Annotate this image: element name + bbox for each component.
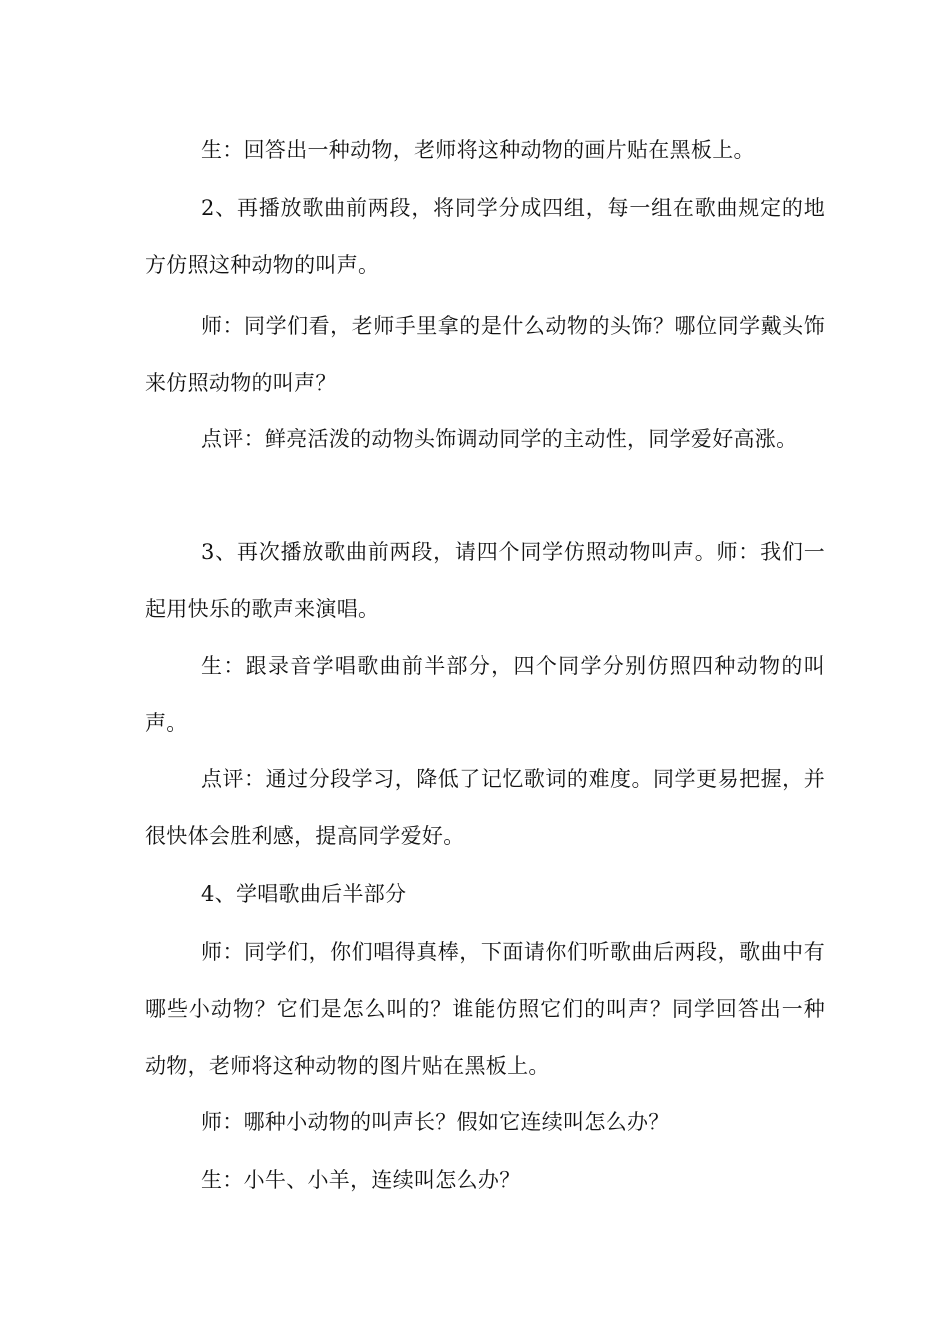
paragraph-step-3: 3、再次播放歌曲前两段，请四个同学仿照动物叫声。师：我们一起用快乐的歌声来演唱。 — [145, 540, 825, 621]
paragraph-teacher-question: 师：哪种小动物的叫声长？假如它连续叫怎么办？ — [201, 1110, 670, 1134]
paragraph-student-sing: 生：跟录音学唱歌曲前半部分，四个同学分别仿照四种动物的叫声。 — [145, 654, 825, 735]
paragraph-student-reply: 生：小牛、小羊，连续叫怎么办？ — [201, 1168, 521, 1192]
paragraph-comment-headwear: 点评：鲜亮活泼的动物头饰调动同学的主动性，同学爱好高涨。 — [201, 427, 798, 451]
paragraph-teacher-second-half: 师：同学们，你们唱得真棒，下面请你们听歌曲后两段，歌曲中有哪些小动物？它们是怎么叫的？谁能仿照它们的叫声？同学回答出一种动物，老师将这种动物的图片贴在黑板上。 — [145, 940, 825, 1078]
paragraph-comment-segment: 点评：通过分段学习，降低了记忆歌词的难度。同学更易把握，并很快体会胜利感，提高同学爱好。 — [145, 767, 825, 848]
paragraph-step-4: 4、学唱歌曲后半部分 — [201, 882, 407, 906]
paragraph-teacher-headwear: 师：同学们看，老师手里拿的是什么动物的头饰？哪位同学戴头饰来仿照动物的叫声？ — [145, 314, 825, 395]
paragraph-step-2: 2、再播放歌曲前两段，将同学分成四组，每一组在歌曲规定的地方仿照这种动物的叫声。 — [145, 196, 825, 277]
paragraph-student-answer: 生：回答出一种动物，老师将这种动物的画片贴在黑板上。 — [201, 138, 755, 162]
